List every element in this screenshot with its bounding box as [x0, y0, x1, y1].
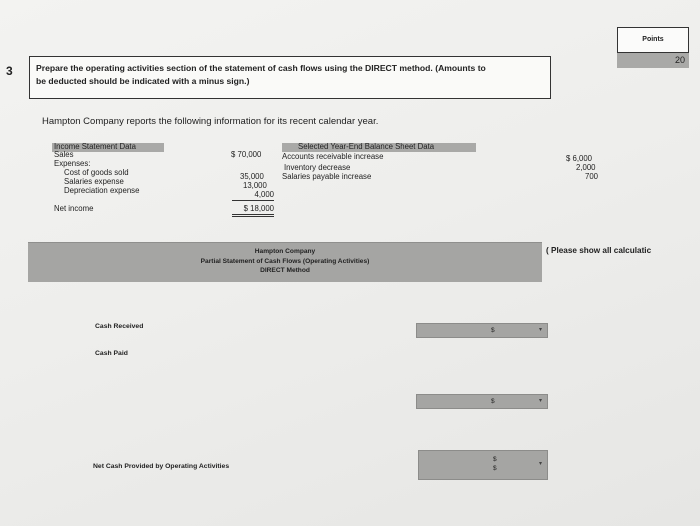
balance-header: Selected Year-End Balance Sheet Data	[298, 142, 435, 151]
depreciation-label: Depreciation expense	[64, 186, 140, 195]
question-text-line1: Prepare the operating activities section of the statement of cash flows using the DIRECT method. (Amounts to	[36, 63, 486, 73]
inventory-label: Inventory decrease	[284, 163, 351, 172]
salaries-payable-label: Salaries payable increase	[282, 172, 372, 181]
salaries-label: Salaries expense	[64, 177, 124, 186]
net-income-value: $ 18,000	[232, 205, 274, 217]
net-cash-answer[interactable]	[418, 450, 548, 480]
currency-symbol: $	[491, 398, 495, 405]
inventory-value: 2,000	[576, 163, 596, 172]
question-number: 3	[6, 64, 13, 78]
sales-label: Sales	[54, 150, 74, 159]
depreciation-value: 4,000	[232, 191, 274, 201]
dropdown-caret-icon: ▾	[538, 327, 542, 333]
net-cash-label: Net Cash Provided by Operating Activities	[93, 463, 230, 470]
question-text-line2: be deducted should be indicated with a minus sign.)	[36, 76, 250, 86]
currency-symbol: $	[491, 327, 495, 334]
dropdown-caret-icon: ▾	[538, 398, 542, 404]
question-prompt	[29, 56, 551, 99]
cogs-label: Cost of goods sold	[64, 168, 129, 177]
banner-company: Hampton Company	[254, 248, 316, 255]
ar-label: Accounts receivable increase	[282, 152, 384, 161]
salaries-value: 13,000	[243, 181, 267, 190]
currency-symbol: $	[493, 465, 497, 472]
intro-text: Hampton Company reports the following information for its recent calendar year.	[42, 116, 379, 127]
net-income-label: Net income	[54, 204, 94, 213]
cash-received-label: Cash Received	[95, 323, 144, 330]
ar-value: $ 6,000	[566, 154, 593, 163]
cash-paid-answer[interactable]	[416, 394, 548, 409]
currency-symbol: $	[493, 456, 497, 463]
cash-paid-label: Cash Paid	[95, 350, 128, 357]
income-header: Income Statement Data	[54, 142, 136, 151]
cash-received-answer[interactable]	[416, 323, 548, 338]
points-header: Points	[617, 27, 689, 53]
sales-value: $ 70,000	[231, 150, 262, 159]
statement-banner	[28, 242, 542, 282]
banner-method: DIRECT Method	[260, 267, 310, 274]
salaries-payable-value: 700	[585, 172, 599, 181]
expenses-label: Expenses:	[54, 159, 91, 168]
points-value: 20	[617, 53, 689, 68]
cogs-value: 35,000	[240, 172, 264, 181]
banner-title: Partial Statement of Cash Flows (Operating Activities)	[200, 257, 370, 265]
calculation-note: ( Please show all calculatic	[546, 246, 652, 255]
dropdown-caret-icon: ▾	[538, 461, 542, 467]
